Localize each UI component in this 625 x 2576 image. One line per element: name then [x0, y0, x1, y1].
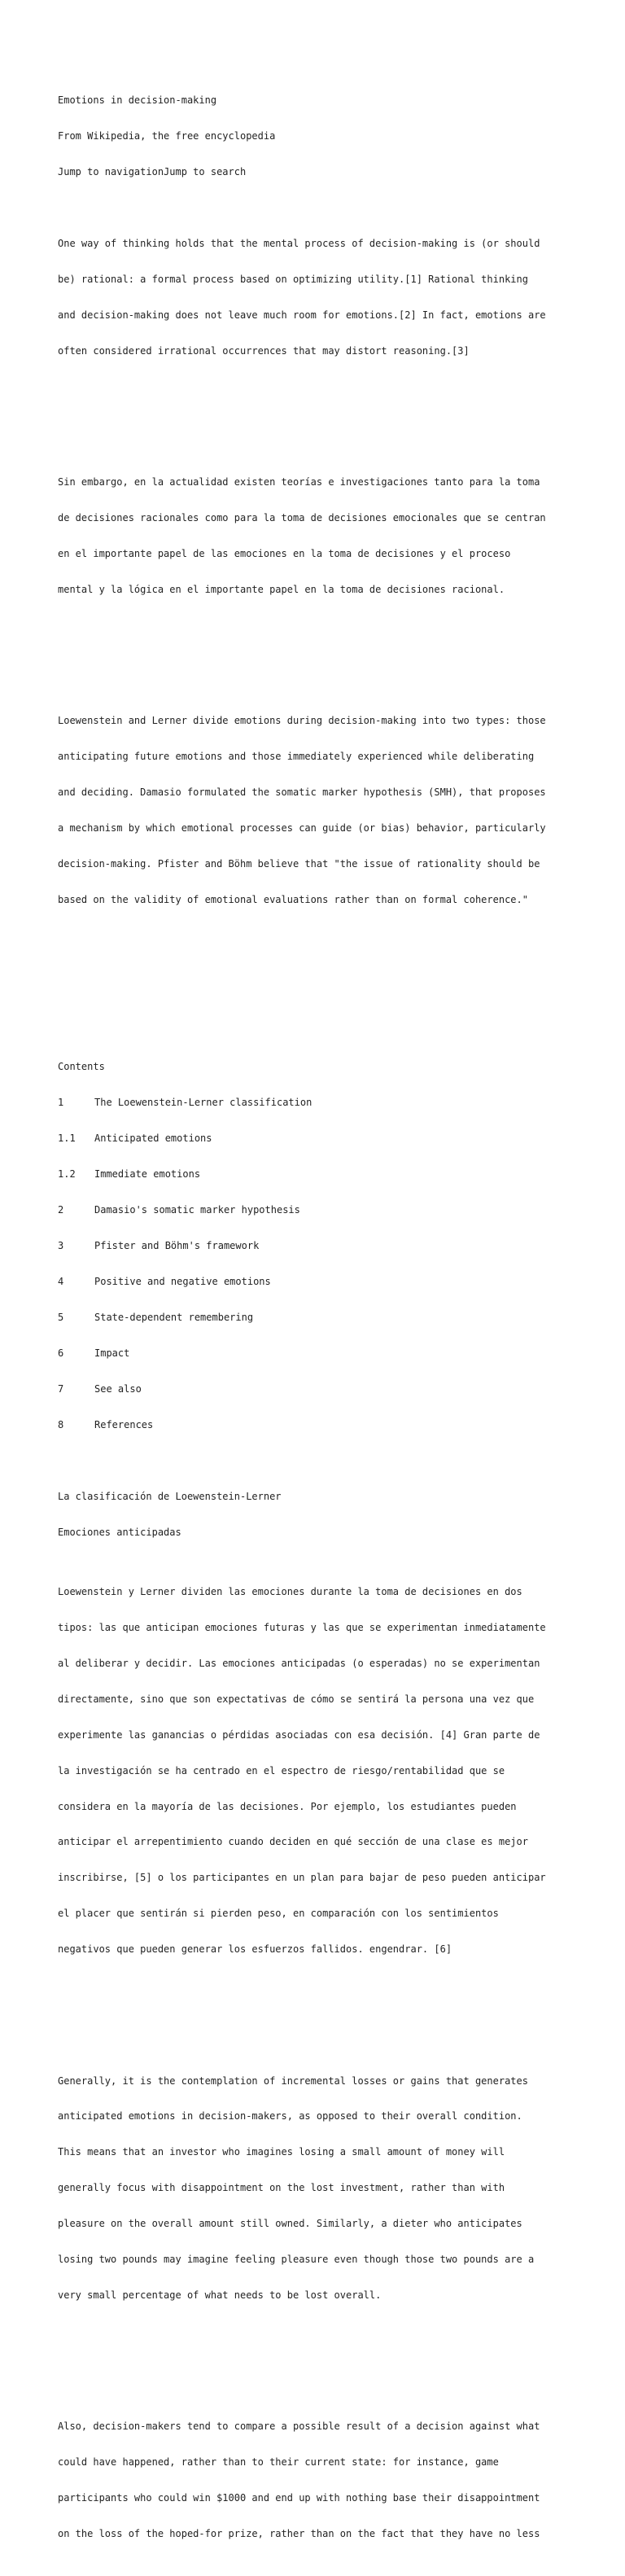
text-line: tipos: las que anticipan emociones futuras y las que se experimentan inmediatamente [58, 1621, 546, 1633]
toc-label[interactable]: References [94, 1418, 154, 1430]
toc-item[interactable] [58, 1419, 579, 1431]
text-line: Generally, it is the contemplation of incremental losses or gains that generates [58, 2074, 528, 2087]
text-line: on the loss of the hoped-for prize, rather than on the fact that they have no less [58, 2528, 540, 2540]
text-line: anticipar el arrepentimiento cuando deciden en qué sección de una clase es mejor [58, 1836, 528, 1848]
intro-paragraph [58, 214, 579, 381]
toc-label[interactable]: Positive and negative emotions [94, 1275, 271, 1287]
toc-number: 1.2 [58, 1168, 76, 1180]
toc-number: 4 [58, 1275, 64, 1287]
toc-number: 8 [58, 1418, 64, 1430]
toc-item[interactable] [58, 1240, 579, 1252]
toc-number: 2 [58, 1203, 64, 1216]
text-line: al deliberar y decidir. Las emociones anticipadas (o esperadas) no se experimentan [58, 1657, 540, 1669]
toc-label[interactable]: Pfister and Böhm's framework [94, 1239, 260, 1251]
text-line: often considered irrational occurrences that may distort reasoning.[3] [58, 345, 470, 357]
text-line: be) rational: a formal process based on optimizing utility.[1] Rational thinking [58, 274, 528, 286]
text-line: Loewenstein y Lerner dividen las emociones durante la toma de decisiones en dos [58, 1585, 522, 1597]
section-heading: La clasificación de Loewenstein-Lerner [58, 1490, 282, 1502]
toc-item[interactable] [58, 1276, 579, 1288]
text-line: This means that an investor who imagines losing a small amount of money will [58, 2146, 505, 2158]
text-line: directamente, sino que son expectativas de cómo se sentirá la persona una vez que [58, 1693, 535, 1705]
toc-label[interactable]: The Loewenstein-Lerner classification [94, 1097, 312, 1109]
toc-item[interactable] [58, 1312, 579, 1324]
text-line: a mechanism by which emotional processes can guide (or bias) behavior, particularly [58, 822, 546, 835]
text-line: Loewenstein and Lerner divide emotions during decision-making into two types: those [58, 715, 546, 727]
text-line: and deciding. Damasio formulated the somatic marker hypothesis (SMH), that proposes [58, 786, 546, 799]
emotion-types-paragraph [58, 691, 579, 930]
text-line: considera en la mayoría de las decisiones. Por ejemplo, los estudiantes pueden [58, 1800, 517, 1812]
text-line: could have happened, rather than to their current state: for instance, game [58, 2456, 499, 2469]
text-line: en el importante papel de las emociones en la toma de decisiones y el proceso [58, 548, 511, 560]
document-body [58, 71, 579, 2576]
toc-item[interactable] [58, 1204, 579, 1216]
text-line: anticipated emotions in decision-makers, as opposed to their overall condition. [58, 2110, 522, 2123]
text-line: and decision-making does not leave much room for emotions.[2] In fact, emotions are [58, 309, 546, 322]
page-subtitle: From Wikipedia, the free encyclopedia [58, 130, 276, 142]
toc-item[interactable] [58, 1383, 579, 1395]
text-line: el placer que sentirán si pierden peso, en comparación con los sentimientos [58, 1908, 499, 1920]
toc-number: 1 [58, 1097, 64, 1109]
generally-paragraph [58, 2051, 579, 2325]
toc-label[interactable]: Anticipated emotions [94, 1132, 212, 1145]
table-of-contents [58, 1037, 579, 1455]
text-line: losing two pounds may imagine feeling pleasure even though those two pounds are a [58, 2254, 535, 2266]
text-line: participants who could win $1000 and end up with nothing base their disappointment [58, 2492, 540, 2504]
toc-item[interactable] [58, 1168, 579, 1181]
text-line: generally focus with disappointment on the lost investment, rather than with [58, 2182, 505, 2194]
text-line: inscribirse, [5] o los participantes en un plan para bajar de peso pueden anticipar [58, 1872, 546, 1884]
text-line: anticipating future emotions and those immediately experienced while deliberating [58, 751, 535, 763]
page-title: Emotions in decision-making [58, 94, 217, 107]
text-line: based on the validity of emotional evaluations rather than on formal coherence." [58, 894, 528, 905]
toc-label[interactable]: Damasio's somatic marker hypothesis [94, 1203, 300, 1216]
subsection-heading: Emociones anticipadas [58, 1526, 181, 1538]
text-line: Sin embargo, en la actualidad existen teorías e investigaciones tanto para la toma [58, 476, 540, 488]
text-line: negativos que pueden generar los esfuerzos fallidos. engendrar. [6] [58, 1943, 452, 1956]
text-line: mental y la lógica en el importante papel en la toma de decisiones racional. [58, 584, 505, 596]
text-line: One way of thinking holds that the mental process of decision-making is (or should [58, 238, 540, 250]
toc-number: 6 [58, 1347, 64, 1359]
toc-label[interactable]: Impact [94, 1347, 130, 1359]
text-line: pleasure on the overall amount still owned. Similarly, a dieter who anticipates [58, 2218, 522, 2230]
spanish-paragraph [58, 453, 579, 620]
toc-item[interactable] [58, 1347, 579, 1360]
toc-label[interactable]: See also [94, 1382, 142, 1395]
toc-number: 1.1 [58, 1132, 76, 1145]
toc-label[interactable]: Immediate emotions [94, 1168, 201, 1180]
text-line: la investigación se ha centrado en el espectro de riesgo/rentabilidad que se [58, 1764, 505, 1776]
text-line: Also, decision-makers tend to compare a possible result of a decision against what [58, 2420, 540, 2433]
toc-item[interactable] [58, 1097, 579, 1109]
text-line: very small percentage of what needs to be lost overall. [58, 2289, 382, 2302]
toc-item[interactable] [58, 1132, 579, 1145]
also-paragraph [58, 2397, 579, 2564]
toc-number: 3 [58, 1239, 64, 1251]
toc-number: 5 [58, 1311, 64, 1323]
text-line: experimente las ganancias o pérdidas asociadas con esa decisión. [4] Gran parte de [58, 1728, 540, 1741]
text-line: de decisiones racionales como para la toma de decisiones emocionales que se centran [58, 512, 546, 524]
toc-label[interactable]: State-dependent remembering [94, 1311, 254, 1323]
contents-heading: Contents [58, 1061, 105, 1073]
text-line: decision-making. Pfister and Böhm believe that "the issue of rationality should be [58, 858, 540, 870]
anticipated-emotions-paragraph [58, 1562, 579, 1980]
jump-links[interactable]: Jump to navigationJump to search [58, 166, 247, 178]
toc-number: 7 [58, 1382, 64, 1395]
